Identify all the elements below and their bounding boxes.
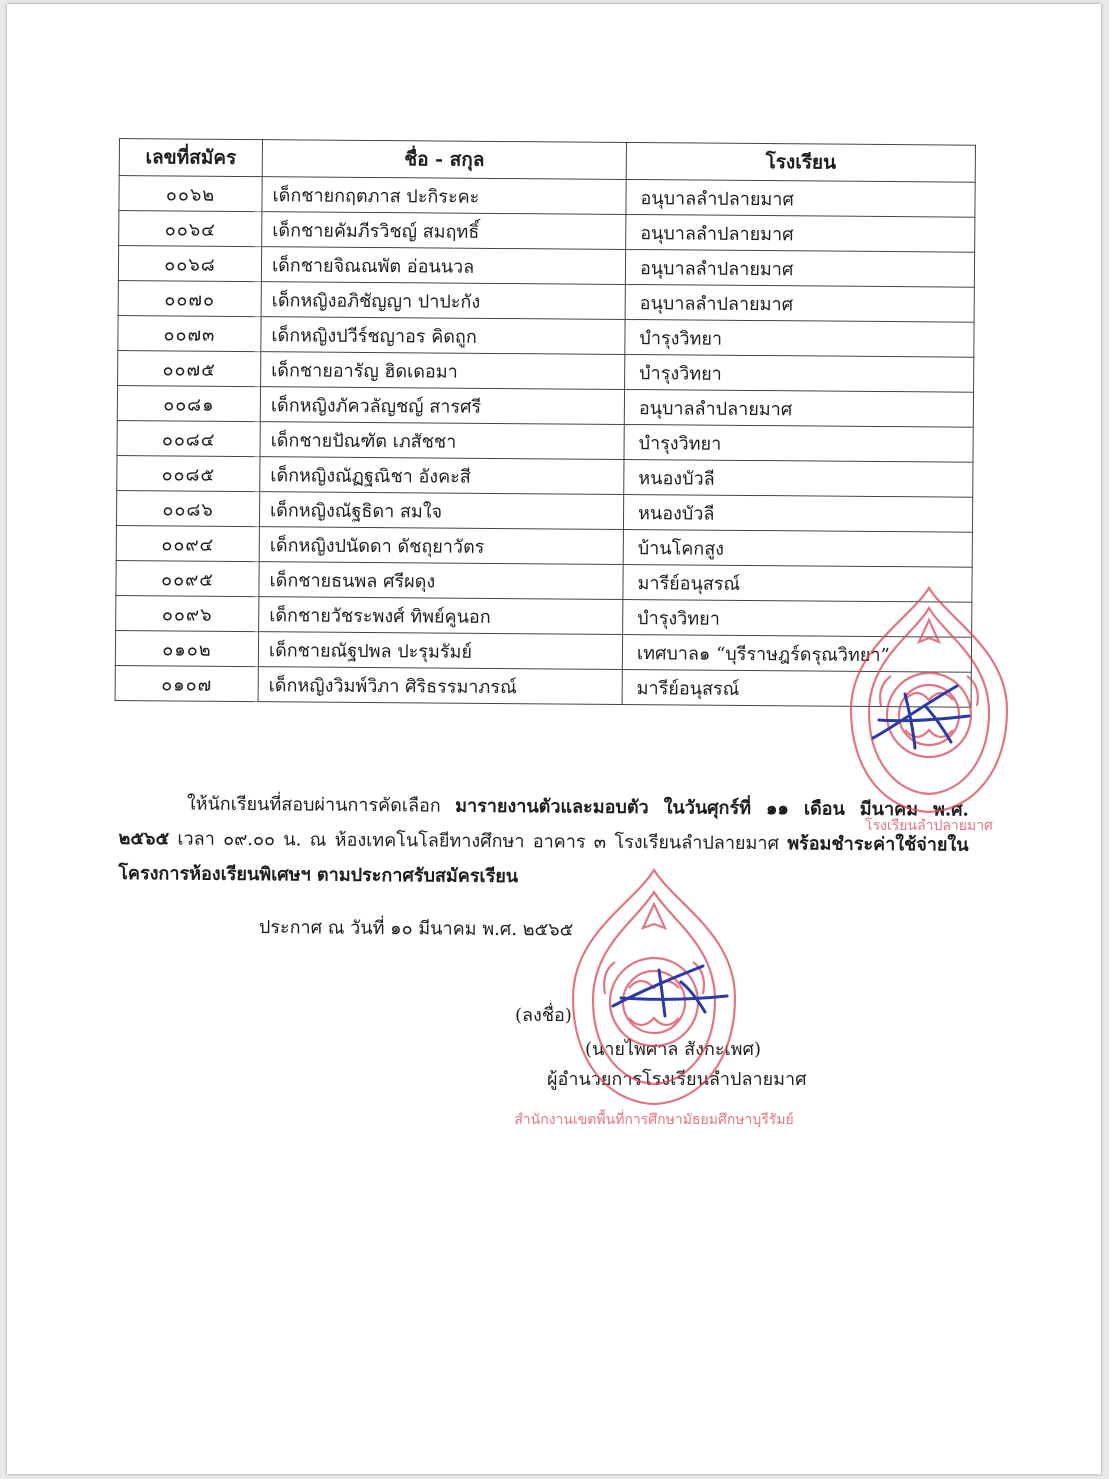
signature-label: (ลงชื่อ) <box>515 1005 572 1026</box>
application-number-cell: ๐๑๐๗ <box>115 665 258 701</box>
seal-ring-text: สำนักงานเขตพื้นที่การศึกษามัธยมศึกษาบุรีรัมย์ <box>514 1112 794 1128</box>
school-name-cell: บำรุงวิทยา <box>625 319 974 357</box>
application-number-cell: ๐๐๘๑ <box>117 385 260 421</box>
application-number-cell: ๐๐๗๓ <box>118 315 261 351</box>
school-name-cell: อนุบาลลำปลายมาศ <box>625 284 974 322</box>
application-number-cell: ๐๑๐๒ <box>115 630 258 666</box>
notice-text-payment: พร้อมชำระค่าใช้จ่ายในโครงการห้องเรียนพิเศษฯ ตามประกาศรับสมัครเรียน <box>118 833 969 888</box>
school-name-cell: มารีย์อนุสรณ์ <box>623 564 972 602</box>
student-name-cell: เด็กหญิงปนัดดา ดัชถุยาวัตร <box>259 527 623 565</box>
signer-name: (นายไพศาล สังกะเพศ) <box>585 1039 761 1060</box>
student-name-cell: เด็กชายวัชระพงศ์ ทิพย์คูนอก <box>259 597 623 635</box>
handwritten-signature <box>603 960 733 1020</box>
student-name-cell: เด็กหญิงภัควลัญชญ์ สารศรี <box>260 387 624 425</box>
school-name-cell: บำรุงวิทยา <box>624 424 973 462</box>
application-number-cell: ๐๐๙๖ <box>116 595 259 631</box>
school-name-cell: อนุบาลลำปลายมาศ <box>626 179 975 217</box>
seal-text: โรงเรียนลำปลายมาศ <box>865 818 993 834</box>
student-name-cell: เด็กหญิงอภิชัญญา ปาปะกัง <box>261 282 625 320</box>
application-number-cell: ๐๐๖๘ <box>118 246 261 282</box>
application-number-cell: ๐๐๗๐ <box>118 280 261 316</box>
school-name-cell: อนุบาลลำปลายมาศ <box>626 214 975 252</box>
signer-title: ผู้อำนวยการโรงเรียนลำปลายมาศ <box>547 1069 807 1090</box>
student-name-cell: เด็กชายคัมภีรวิชญ์ สมฤทธิ์ <box>262 212 626 250</box>
school-name-cell: บำรุงวิทยา <box>625 354 974 392</box>
student-name-cell: เด็กชายกฤตภาส ปะกิระคะ <box>262 177 626 215</box>
school-name-cell: หนองบัวลี <box>624 459 973 497</box>
application-number-cell: ๐๐๘๕ <box>117 455 260 491</box>
notice-text-intro: ให้นักเรียนที่สอบผ่านการคัดเลือก <box>186 793 441 817</box>
school-name-cell: มารีย์อนุสรณ์ <box>622 669 971 707</box>
school-name-cell: เทศบาล๑ “บุรีราษฎร์ดรุณวิทยา” <box>622 634 971 672</box>
application-number-cell: ๐๐๙๔ <box>116 525 259 561</box>
student-name-cell: เด็กหญิงณัฐธิดา สมใจ <box>259 492 623 530</box>
student-name-cell: เด็กชายณัฐปพล ปะรุมรัมย์ <box>258 632 622 670</box>
student-name-cell: เด็กหญิงวิมพ์วิภา ศิริธรรมาภรณ์ <box>258 667 622 705</box>
student-name-cell: เด็กชายธนพล ศรีผดุง <box>259 562 623 600</box>
application-number-cell: ๐๐๙๕ <box>116 560 259 596</box>
notice-text-time-place: เวลา ๐๙.๐๐ น. ณ ห้องเทคโนโลยีทางศึกษา อาคาร ๓ โรงเรียนลำปลายมาศ <box>169 828 779 855</box>
school-name-cell: บ้านโคกสูง <box>623 529 972 567</box>
student-name-cell: เด็กชายอารัญ ฮิดเดอมา <box>261 352 625 390</box>
notice-text-report-date: มารายงานตัวและมอบตัว ในวันศุกร์ที่ ๑๑ เดือน มีนาคม พ.ศ. ๒๕๖๕ <box>118 795 969 850</box>
announcement-date: ประกาศ ณ วันที่ ๑๐ มีนาคม พ.ศ. ๒๕๖๕ <box>258 916 574 941</box>
application-number-cell: ๐๐๘๔ <box>117 420 260 456</box>
student-name-cell: เด็กชายปัณฑัต เภสัชชา <box>260 422 624 460</box>
student-name-cell: เด็กหญิงปวีร์ชญาอร คิดถูก <box>261 317 625 355</box>
document-page <box>7 4 1101 1474</box>
school-name-cell: อนุบาลลำปลายมาศ <box>625 249 974 287</box>
column-header-full-name: ชื่อ - สกุล <box>262 140 626 180</box>
column-header-application-no: เลขที่สมัคร <box>119 139 262 177</box>
handwritten-signature-mark <box>865 676 975 756</box>
school-name-cell: หนองบัวลี <box>623 494 972 532</box>
application-number-cell: ๐๐๖๔ <box>119 211 262 247</box>
school-name-cell: อนุบาลลำปลายมาศ <box>624 389 973 427</box>
school-name-cell: บำรุงวิทยา <box>623 599 972 637</box>
application-number-cell: ๐๐๖๒ <box>119 176 262 212</box>
student-name-cell: เด็กชายจิณณพัต อ่อนนวล <box>261 247 625 285</box>
student-name-cell: เด็กหญิงณัฏฐณิชา อังคะสี <box>260 457 624 495</box>
application-number-cell: ๐๐๘๖ <box>116 490 259 526</box>
application-number-cell: ๐๐๗๕ <box>118 350 261 386</box>
column-header-school: โรงเรียน <box>626 142 975 182</box>
